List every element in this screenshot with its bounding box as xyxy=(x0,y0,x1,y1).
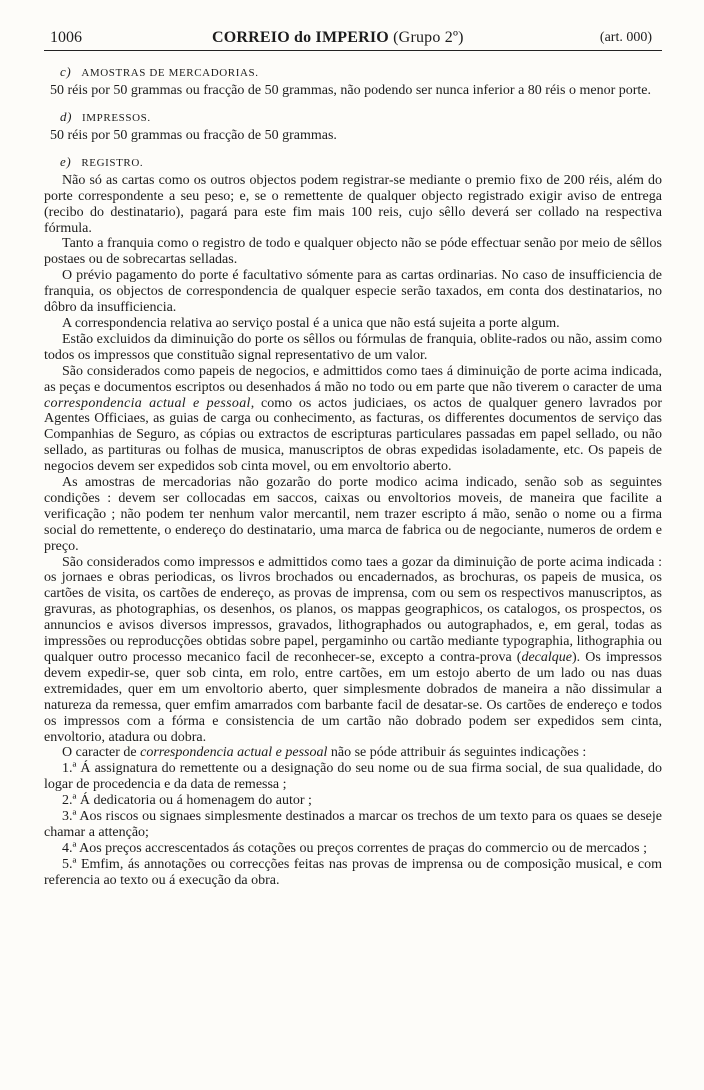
paragraph-papeis-negocios xyxy=(44,364,662,475)
paragraph-caracter xyxy=(44,745,662,761)
impressos-emphasis: decalque xyxy=(521,650,572,665)
section-e-title: REGISTRO. xyxy=(81,156,144,169)
paragraph-previo-pagamento: O prévio pagamento do porte é facultativo sómente para as cartas ordinarias. No caso de insufficiencia de franquia, os objectos de correspondencia de qualquer especie serão taxados, em conta dos destinatarios, no dôbro da insufficiencia. xyxy=(44,268,662,316)
page-number: 1006 xyxy=(50,29,82,46)
list-item: 1.ª Á assignatura do remettente ou a designação do seu nome ou de sua firma social, de sua qualidade, do logar de procedencia e da data de remessa ; xyxy=(44,761,662,793)
list-item: 5.ª Emfim, ás annotações ou correcções feitas nas provas de imprensa ou de composição musical, e com referencia ao texto ou á execução da obra. xyxy=(44,856,662,888)
section-e-heading xyxy=(44,154,662,171)
paragraph-registro-premio: Não só as cartas como os outros objectos podem registrar-se mediante o premio fixo de 200 réis, além do porte correspondente a seu peso; e, se o remettente de qualquer objecto registrado exigir aviso de entrega (recibo do destinatario), pagará para este fim mais 100 reis, cujo sêllo deverá ser collado na respectiva fórmula. xyxy=(44,172,662,236)
running-title-main: CORREIO do IMPERIO xyxy=(212,29,389,46)
page-header xyxy=(44,26,662,51)
paragraph-excluidos: Estão excluidos da diminuição do porte os sêllos ou fórmulas de franquia, oblite-rados ou não, assim como todos os impressos que constituão signal representativo de um valor. xyxy=(44,331,662,363)
page-body xyxy=(44,64,662,889)
section-c-text: 50 réis por 50 grammas ou fracção de 50 grammas, não podendo ser nunca inferior a 80 réis o menor porte. xyxy=(50,83,652,98)
list-item: 2.ª Á dedicatoria ou á homenagem do autor ; xyxy=(62,793,312,809)
section-c-title: AMOSTRAS DE MERCADORIAS. xyxy=(81,67,259,79)
section-d-text: 50 réis por 50 grammas ou fracção de 50 grammas. xyxy=(50,127,337,143)
running-title-group: (Grupo 2º) xyxy=(393,29,464,46)
list-item: 3.ª Aos riscos ou signaes simplesmente destinados a marcar os trechos de um texto para os quaes se deseje chamar a attenção; xyxy=(44,809,662,840)
paragraph-franquia: Tanto a franquia como o registro de todo e qualquer objecto não se póde effectuar senão por meio de sêllos postaes ou de sobrecartas selladas. xyxy=(44,236,662,268)
section-c-letter: c) xyxy=(60,64,72,79)
running-title xyxy=(212,26,464,50)
list-item: 4.ª Aos preços accrescentados ás cotações ou preços correntes de praças do commercio ou de mercados ; xyxy=(62,840,648,856)
paragraph-impressos xyxy=(44,555,662,746)
papeis-negocios-emphasis: correspondencia actual e pessoal xyxy=(44,395,251,411)
paragraph-amostras: As amostras de mercadorias não gozarão do porte modico acima indicado, senão sob as seguintes condições : devem ser collocadas em saccos, caixas ou envoltorios moveis, de maneira que facilite a verificação ; não podem ter nenhum valor mercantil, nem trazer escripto á mão, senão o nome ou a firma social do remettente, o endereço do destinatario, uma marca de fabrica ou de negociante, numeros de ordem e preço. xyxy=(44,475,662,554)
papeis-negocios-part-2: , como os actos judiciaes, os actos de qualquer genero lavrados por Agentes Officiaes, as guias de carga ou conhecimento, as facturas, os differentes documentos de serviço das Companhias de Seguro, as cópias ou extractos de escripturas particulares passadas em papel sellado, ou não sellado, as partituras ou folhas de musica, manuscriptos de obras expedidas isoladamente, etc. Os papeis de negocios devem ser expedidos sob cinta movel, ou em envoltorio aberto. xyxy=(44,395,662,475)
impressos-part-1: São considerados como impressos e admittidos como taes a gozar da diminuição de porte acima indicada : os jornaes e obras periodicas, os livros brochados ou encadernados, as brochuras, os papeis de musica, os cartões de visita, os cartões de endereço, as provas de imprensa, com ou sem os respectivos manuscriptos, as gravuras, as photographias, os desenhos, os planos, os mappas geographicos, os catalogos, os prospectos, os annuncios e avisos diversos impressos, gravados, lithographados ou autographados, e, em geral, todas as impressões ou reproducções obtidas sobre papel, pergaminho ou cartão mediante typographia, lithographia ou qualquer outro processo mecanico facil de reconhecer-se, excepto a contra-prova ( xyxy=(44,554,662,665)
paragraph-servico-postal: A correspondencia relativa ao serviço postal é a unica que não está sujeita a porte algum. xyxy=(62,315,560,331)
section-d-title: IMPRESSOS. xyxy=(82,111,151,124)
impressos-part-2: ). Os impressos devem expedir-se, quer sob cinta, em rolo, entre cartões, em um estojo aberto de um lado ou nas duas extremidades, quer em um envoltorio aberto, quer simplesmente dobrados de maneira a não dissimular a natureza da remessa, quer emfim amarrados com barbante facil de desatar-se. Os cartões de endereço e todos os impressos com a fórma e consistencia de um cartão não dobrado podem ser expedidos sem cinta, envoltorio, atadura ou dobra. xyxy=(44,650,662,745)
papeis-negocios-part-1: São considerados como papeis de negocios, e admittidos como taes á diminuição de porte acima indicada, as peças e documentos escriptos ou desenhados á mão no todo ou em parte que não tiverem o caracter de uma xyxy=(44,363,662,395)
caracter-part-1: O caracter de xyxy=(62,745,141,761)
caracter-emphasis: correspondencia actual e pessoal xyxy=(140,745,328,761)
section-e-letter: e) xyxy=(60,153,72,169)
section-c-heading xyxy=(44,64,662,81)
caracter-part-2: não se póde attribuir ás seguintes indicações : xyxy=(327,745,587,761)
section-d-letter: d) xyxy=(60,108,73,124)
article-reference: (art. 000) xyxy=(599,30,652,45)
section-d-heading xyxy=(44,109,662,126)
